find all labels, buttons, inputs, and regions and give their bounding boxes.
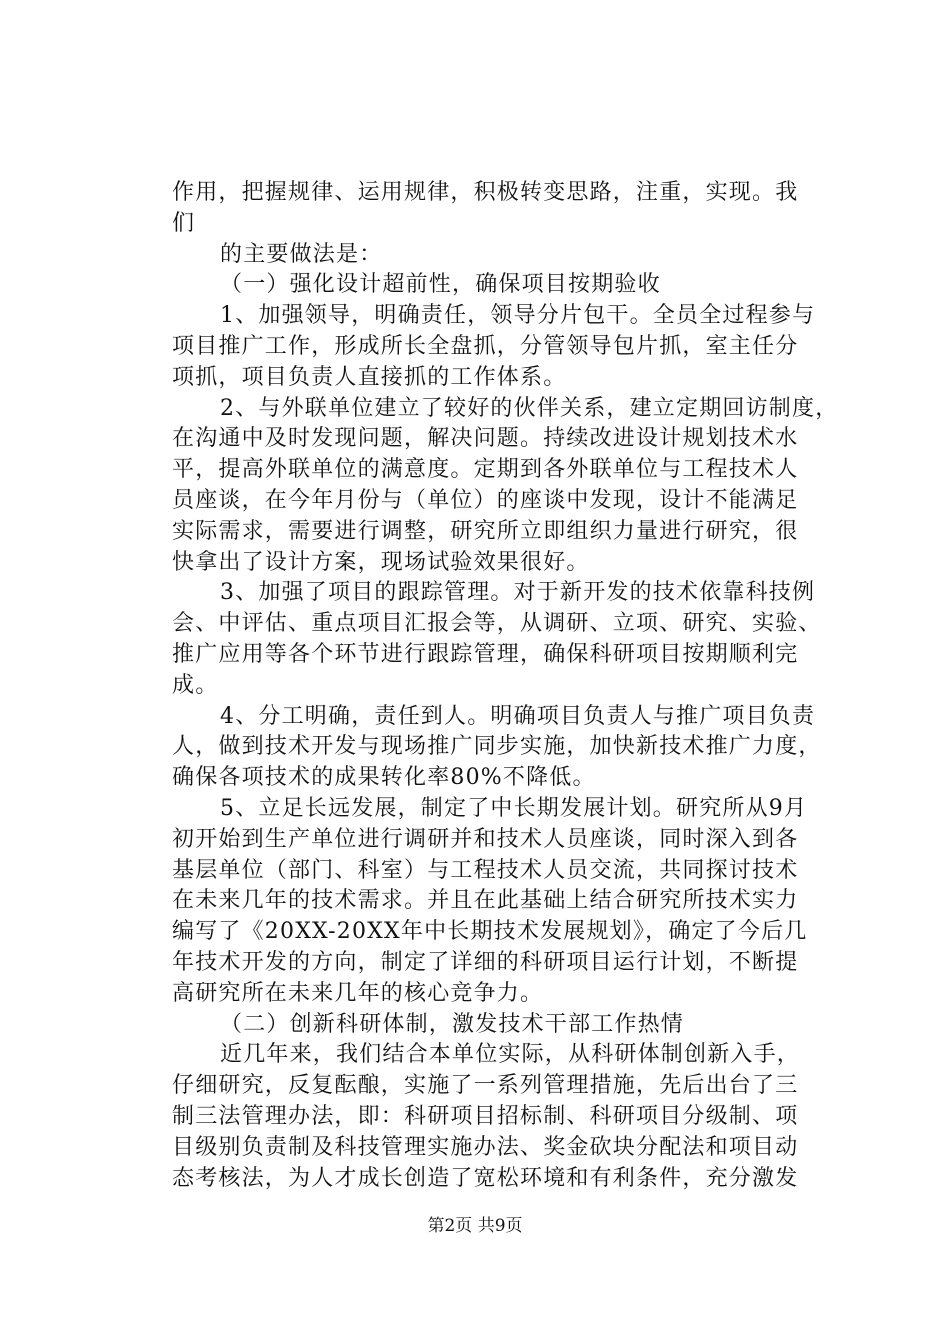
text-line: 基层单位（部门、科室）与工程技术人员交流，共同探讨技术 <box>172 857 799 883</box>
text-line: 确保各项技术的成果转化率80%不降低。 <box>172 765 596 791</box>
text-line: 平，提高外联单位的满意度。定期到各外联单位与工程技术人 <box>172 457 799 483</box>
text-line: 会、中评估、重点项目汇报会等，从调研、立项、研究、实验、 <box>172 611 822 637</box>
text-line: 4、分工明确，责任到人。明确项目负责人与推广项目负责 <box>220 703 816 729</box>
text-line: （一）强化设计超前性，确保项目按期验收 <box>220 272 661 298</box>
text-line: 态考核法，为人才成长创造了宽松环境和有利条件，充分激发 <box>172 1165 799 1191</box>
text-line: 在沟通中及时发现问题，解决问题。持续改进设计规划技术水 <box>172 426 799 452</box>
text-line: 在未来几年的技术需求。并且在此基础上结合研究所技术实力 <box>172 888 799 914</box>
text-line: 年技术开发的方向，制定了详细的科研项目运行计划，不断提 <box>172 949 799 975</box>
text-line: 仔细研究，反复酝酿，实施了一系列管理措施，先后出台了三 <box>172 1073 799 1099</box>
text-line: 成。 <box>172 672 219 698</box>
page-footer: 第2页 共9页 <box>427 1216 523 1236</box>
text-line: （二）创新科研体制，激发技术干部工作热情 <box>220 1011 685 1037</box>
text-line: 的主要做法是： <box>220 241 383 267</box>
text-line: 编写了《20XX-20XX年中长期技术发展规划》，确定了今后几 <box>172 919 808 945</box>
text-line: 高研究所在未来几年的核心竞争力。 <box>172 980 544 1006</box>
document-body <box>172 178 839 1194</box>
text-line: 初开始到生产单位进行调研并和技术人员座谈，同时深入到各 <box>172 826 799 852</box>
text-line: 近几年来，我们结合本单位实际，从科研体制创新入手， <box>220 1042 801 1068</box>
text-line: 作用，把握规律、运用规律，积极转变思路，注重，实现。我 <box>172 180 799 205</box>
text-line: 推广应用等各个环节进行跟踪管理，确保科研项目按期顺利完 <box>172 641 799 667</box>
text-line: 员座谈，在今年月份与（单位）的座谈中发现，设计不能满足 <box>172 487 799 513</box>
text-line: 制三法管理办法，即：科研项目招标制、科研项目分级制、项 <box>172 1103 799 1129</box>
text-line: 们 <box>172 210 196 236</box>
text-line: 3、加强了项目的跟踪管理。对于新开发的技术依靠科技例 <box>220 580 816 606</box>
text-line: 5、立足长远发展，制定了中长期发展计划。研究所从9月 <box>220 795 808 821</box>
text-line: 人，做到技术开发与现场推广同步实施，加快新技术推广力度， <box>172 734 822 760</box>
text-line: 2、与外联单位建立了较好的伙伴关系，建立定期回访制度， <box>220 395 839 421</box>
text-line: 1、加强领导，明确责任，领导分片包干。全员全过程参与 <box>220 303 816 329</box>
text-line: 目级别负责制及科技管理实施办法、奖金砍块分配法和项目动 <box>172 1134 799 1160</box>
text-line: 快拿出了设计方案，现场试验效果很好。 <box>172 549 590 575</box>
text-line: 实际需求，需要进行调整，研究所立即组织力量进行研究，很 <box>172 518 799 544</box>
text-line: 项目推广工作，形成所长全盘抓，分管领导包片抓，室主任分 <box>172 333 799 359</box>
text-line: 项抓，项目负责人直接抓的工作体系。 <box>172 364 567 390</box>
